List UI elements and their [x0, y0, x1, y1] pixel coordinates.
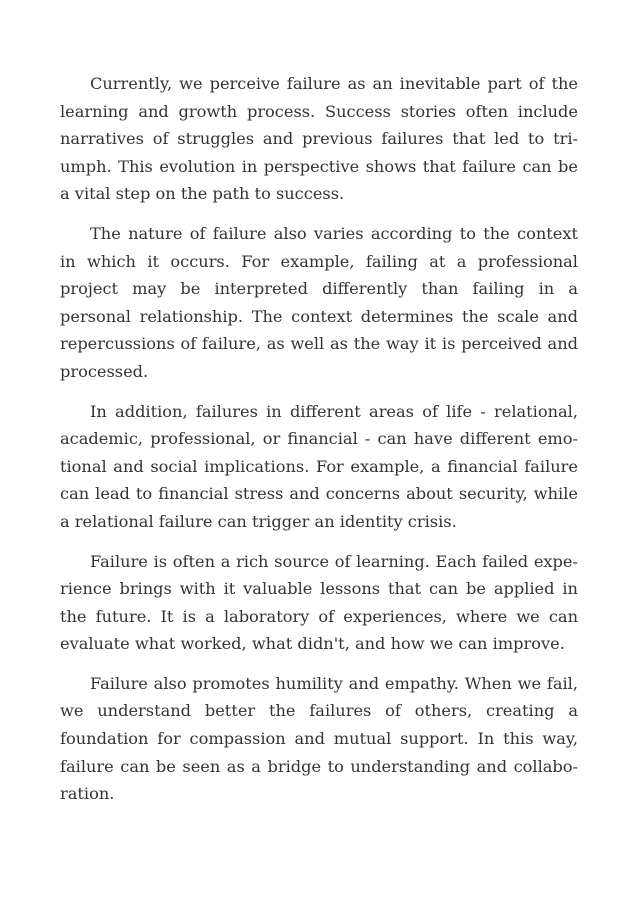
paragraph-4: Failure is often a rich source of learning. Each failed experience brings with it valuable lessons that can be applied in the future. It is a laboratory of experiences, where we can evaluate what worked, what didn't, and how we can improve.: [60, 551, 578, 654]
paragraph-1: Currently, we perceive failure as an inevitable part of the learning and growth process. Success stories often include narratives of struggles and previous failures that led to triumph. This evolution in perspective shows that failure can be a vital step on the path to success.: [60, 74, 578, 204]
paragraph-2: The nature of failure also varies according to the context in which it occurs. For example, failing at a professional project may be interpreted differently than failing in a personal relationship. The context determines the scale and repercussions of failure, as well as the way it is perceived and processed.: [60, 223, 578, 381]
paragraph-5: Failure also promotes humility and empathy. When we fail, we understand better the failures of others, creating a foundation for compassion and mutual support. In this way, failure can be seen as a bridge to understanding and collaboration.: [60, 673, 578, 804]
paragraph-3: In addition, failures in different areas of life - relational, academic, professional, or financial - can have different emotional and social implications. For example, a financial failure can lead to financial stress and concerns about security, while a relational failure can trigger an identity crisis.: [60, 401, 578, 531]
